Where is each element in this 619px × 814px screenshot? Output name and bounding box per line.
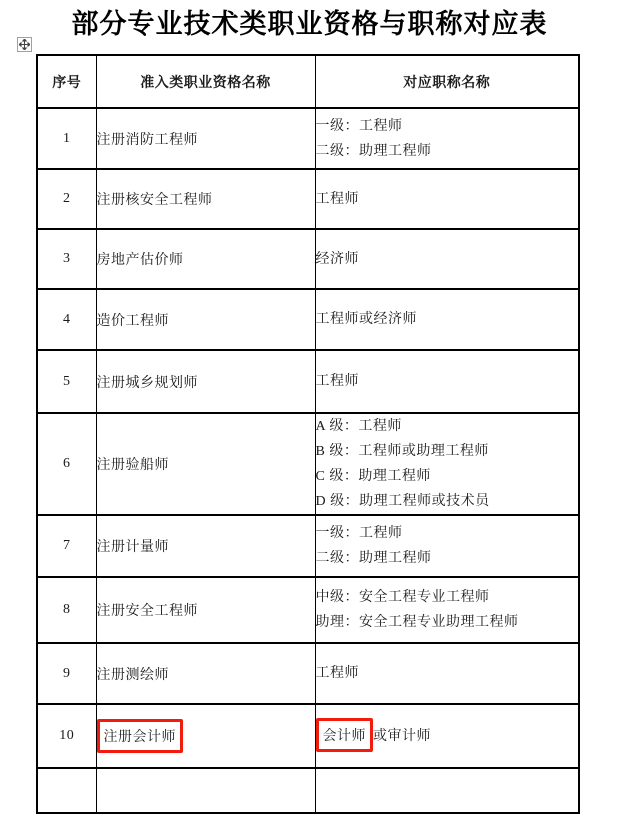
row-number-cell[interactable]: 6 (37, 413, 96, 515)
title-cell[interactable] (315, 108, 579, 169)
title-cell[interactable] (315, 643, 579, 704)
qualification-text: 造价工程师 (96, 313, 169, 329)
header-row (37, 55, 579, 108)
title-cell[interactable] (315, 413, 579, 515)
qualification-text: 房地产估价师 (96, 253, 184, 268)
qualification-text: 注册验船师 (96, 458, 169, 473)
title-text: 二级：助理工程师 (315, 143, 432, 159)
table-row (37, 350, 579, 413)
move-cross-icon (19, 39, 30, 50)
qualification-cell[interactable] (96, 704, 315, 768)
qualification-text: 注册消防工程师 (96, 132, 198, 148)
title-text: 工程师 (315, 191, 359, 207)
title-text: C 级：助理工程师 (315, 469, 431, 484)
title-cell[interactable] (315, 289, 579, 350)
title-line (316, 661, 579, 686)
table-row (37, 413, 579, 515)
title-line (316, 610, 579, 635)
title-cell[interactable] (315, 169, 579, 229)
row-number-cell[interactable]: 2 (37, 169, 96, 229)
row-number-cell[interactable]: 9 (37, 643, 96, 704)
title-text: 经济师 (315, 251, 359, 267)
row-number-cell[interactable]: 8 (37, 577, 96, 643)
table-row (37, 704, 579, 768)
title-line (316, 724, 579, 749)
qualification-title-table (36, 54, 580, 814)
table-row (37, 229, 579, 289)
title-cell[interactable] (315, 229, 579, 289)
title-text: 一级：工程师 (315, 118, 403, 134)
row-number-cell[interactable]: 3 (37, 229, 96, 289)
title-text: 工程师 (315, 374, 359, 389)
title-line (316, 414, 579, 439)
title-text: 工程师或经济师 (315, 312, 417, 327)
qualification-text-highlighted: 注册会计师 (97, 719, 184, 753)
qualification-cell[interactable] (96, 413, 315, 515)
qualification-text: 注册城乡规划师 (96, 375, 198, 391)
table-row (37, 289, 579, 350)
title-text: B 级：工程师或助理工程师 (315, 444, 489, 459)
header-cell-qualification[interactable]: 准入类职业资格名称 (96, 55, 315, 108)
title-line (316, 521, 579, 546)
qualification-text: 注册测绘师 (96, 667, 169, 683)
table-row (37, 643, 579, 704)
qualification-text: 注册安全工程师 (96, 604, 198, 619)
header-cell-title[interactable]: 对应职称名称 (315, 55, 579, 108)
title-line (316, 585, 579, 610)
title-line (316, 187, 579, 212)
qualification-cell[interactable] (96, 350, 315, 413)
title-text: 工程师 (315, 666, 359, 681)
title-line (316, 139, 579, 164)
qualification-cell[interactable] (96, 289, 315, 350)
title-line (316, 307, 579, 332)
row-number-cell[interactable]: 10 (37, 704, 96, 768)
page-title: 部分专业技术类职业资格与职称对应表 (71, 9, 548, 39)
table-row (37, 108, 579, 169)
table-row (37, 577, 579, 643)
qualification-cell[interactable] (96, 643, 315, 704)
header-cell-number[interactable]: 序号 (37, 55, 96, 108)
title-text: 或审计师 (373, 728, 431, 744)
title-cell[interactable] (315, 350, 579, 413)
qualification-cell[interactable] (96, 515, 315, 577)
title-line (316, 369, 579, 394)
title-line (316, 464, 579, 489)
table-row (37, 169, 579, 229)
title-line (316, 114, 579, 139)
title-line (316, 439, 579, 464)
row-number-cell[interactable]: 1 (37, 108, 96, 169)
title-text: 中级：安全工程专业工程师 (315, 590, 490, 605)
table-move-handle[interactable] (17, 37, 32, 52)
title-line (316, 247, 579, 272)
row-number-cell[interactable]: 4 (37, 289, 96, 350)
qualification-text: 注册核安全工程师 (96, 193, 213, 208)
qualification-cell[interactable] (96, 229, 315, 289)
row-number-cell[interactable]: 7 (37, 515, 96, 577)
title-text: 二级：助理工程师 (315, 551, 432, 566)
qualification-cell[interactable] (96, 577, 315, 643)
title-cell[interactable] (315, 704, 579, 768)
qualification-cell[interactable] (96, 108, 315, 169)
title-text: A 级：工程师 (315, 419, 402, 434)
qualification-text: 注册计量师 (96, 540, 169, 555)
title-text: D 级：助理工程师或技术员 (315, 494, 490, 509)
title-line (316, 489, 579, 514)
title-line (316, 546, 579, 571)
title-cell[interactable] (315, 515, 579, 577)
title-cell[interactable] (315, 577, 579, 643)
row-number-cell[interactable]: 5 (37, 350, 96, 413)
title-text: 一级：工程师 (315, 526, 403, 541)
qualification-cell[interactable] (96, 169, 315, 229)
title-text: 助理：安全工程专业助理工程师 (315, 615, 519, 630)
title-text-highlighted: 会计师 (316, 718, 374, 752)
table-row (37, 515, 579, 577)
